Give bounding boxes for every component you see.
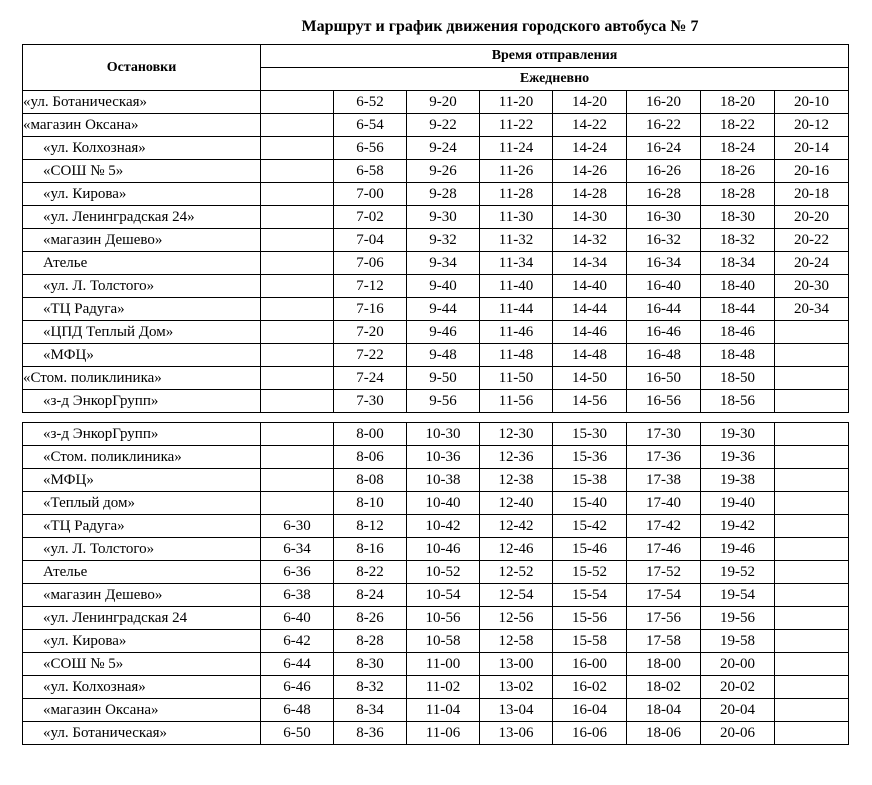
departure-time: 20-06 bbox=[701, 722, 775, 745]
departure-time: 16-56 bbox=[627, 390, 701, 413]
stop-name: Ателье bbox=[23, 561, 261, 584]
departure-time bbox=[261, 91, 334, 114]
departure-time: 14-28 bbox=[553, 183, 627, 206]
departure-time: 18-44 bbox=[701, 298, 775, 321]
table-row bbox=[23, 160, 849, 183]
table-row bbox=[23, 229, 849, 252]
schedule-table bbox=[22, 44, 849, 745]
inbound-section bbox=[23, 423, 849, 745]
stop-name: «ул. Ботаническая» bbox=[23, 91, 261, 114]
departure-time: 17-42 bbox=[627, 515, 701, 538]
departure-time: 7-06 bbox=[334, 252, 407, 275]
departure-time: 20-14 bbox=[775, 137, 849, 160]
departure-time: 16-34 bbox=[627, 252, 701, 275]
departure-time: 6-40 bbox=[261, 607, 334, 630]
departure-time: 20-04 bbox=[701, 699, 775, 722]
departure-time bbox=[261, 229, 334, 252]
departure-time: 18-34 bbox=[701, 252, 775, 275]
departure-time: 14-40 bbox=[553, 275, 627, 298]
departure-time: 16-24 bbox=[627, 137, 701, 160]
departure-time: 16-04 bbox=[553, 699, 627, 722]
departure-time: 14-50 bbox=[553, 367, 627, 390]
page-title: Маршрут и график движения городского автобуса № 7 bbox=[301, 18, 699, 35]
departure-time: 14-56 bbox=[553, 390, 627, 413]
departure-time: 7-04 bbox=[334, 229, 407, 252]
departure-time: 14-24 bbox=[553, 137, 627, 160]
departure-time bbox=[775, 515, 849, 538]
departure-time bbox=[775, 630, 849, 653]
departure-time: 6-50 bbox=[261, 722, 334, 745]
departure-time: 7-30 bbox=[334, 390, 407, 413]
departure-time: 12-40 bbox=[480, 492, 553, 515]
departure-time: 16-30 bbox=[627, 206, 701, 229]
departure-time: 20-02 bbox=[701, 676, 775, 699]
departure-time: 20-00 bbox=[701, 653, 775, 676]
stop-name: «ул. Колхозная» bbox=[23, 676, 261, 699]
stop-name: «Стом. поликлиника» bbox=[23, 367, 261, 390]
table-row bbox=[23, 321, 849, 344]
departure-time bbox=[775, 653, 849, 676]
departure-time: 18-20 bbox=[701, 91, 775, 114]
stop-name: «з-д ЭнкорГрупп» bbox=[23, 390, 261, 413]
departure-time: 14-48 bbox=[553, 344, 627, 367]
departure-time: 17-54 bbox=[627, 584, 701, 607]
departure-time: 9-30 bbox=[407, 206, 480, 229]
departure-time: 18-06 bbox=[627, 722, 701, 745]
stop-name: «магазин Оксана» bbox=[23, 114, 261, 137]
stop-name: «магазин Оксана» bbox=[23, 699, 261, 722]
departure-time: 12-42 bbox=[480, 515, 553, 538]
stop-name: «СОШ № 5» bbox=[23, 653, 261, 676]
departure-time: 8-10 bbox=[334, 492, 407, 515]
departure-time: 11-04 bbox=[407, 699, 480, 722]
departure-time: 6-52 bbox=[334, 91, 407, 114]
departure-time: 7-12 bbox=[334, 275, 407, 298]
departure-time: 9-22 bbox=[407, 114, 480, 137]
table-row bbox=[23, 469, 849, 492]
departure-time: 17-46 bbox=[627, 538, 701, 561]
departure-time: 8-16 bbox=[334, 538, 407, 561]
departure-time: 18-50 bbox=[701, 367, 775, 390]
departure-time: 19-46 bbox=[701, 538, 775, 561]
departure-time: 17-52 bbox=[627, 561, 701, 584]
departure-time: 11-22 bbox=[480, 114, 553, 137]
stop-name: «ЦПД Теплый Дом» bbox=[23, 321, 261, 344]
departure-time: 14-34 bbox=[553, 252, 627, 275]
departure-time-header: Время отправления bbox=[261, 45, 849, 68]
stop-name: «ТЦ Радуга» bbox=[23, 515, 261, 538]
departure-time: 10-52 bbox=[407, 561, 480, 584]
departure-time: 19-58 bbox=[701, 630, 775, 653]
departure-time: 18-26 bbox=[701, 160, 775, 183]
departure-time: 12-30 bbox=[480, 423, 553, 446]
section-divider bbox=[23, 413, 849, 423]
departure-time: 12-58 bbox=[480, 630, 553, 653]
departure-time: 18-02 bbox=[627, 676, 701, 699]
departure-time bbox=[775, 390, 849, 413]
departure-time: 7-00 bbox=[334, 183, 407, 206]
departure-time bbox=[261, 252, 334, 275]
departure-time bbox=[775, 469, 849, 492]
table-row bbox=[23, 423, 849, 446]
departure-time: 9-24 bbox=[407, 137, 480, 160]
departure-time: 8-00 bbox=[334, 423, 407, 446]
departure-time: 20-30 bbox=[775, 275, 849, 298]
table-row bbox=[23, 298, 849, 321]
departure-time: 16-44 bbox=[627, 298, 701, 321]
departure-time: 8-34 bbox=[334, 699, 407, 722]
departure-time: 17-36 bbox=[627, 446, 701, 469]
departure-time: 9-20 bbox=[407, 91, 480, 114]
departure-time bbox=[775, 492, 849, 515]
departure-time: 10-40 bbox=[407, 492, 480, 515]
departure-time: 8-30 bbox=[334, 653, 407, 676]
departure-time: 12-54 bbox=[480, 584, 553, 607]
departure-time: 15-42 bbox=[553, 515, 627, 538]
departure-time bbox=[261, 469, 334, 492]
departure-time: 11-50 bbox=[480, 367, 553, 390]
departure-time bbox=[261, 137, 334, 160]
departure-time bbox=[261, 298, 334, 321]
departure-time: 15-56 bbox=[553, 607, 627, 630]
departure-time: 10-30 bbox=[407, 423, 480, 446]
stop-name: «ул. Л. Толстого» bbox=[23, 275, 261, 298]
departure-time: 8-24 bbox=[334, 584, 407, 607]
departure-time: 9-32 bbox=[407, 229, 480, 252]
departure-time: 10-54 bbox=[407, 584, 480, 607]
departure-time bbox=[775, 561, 849, 584]
departure-time: 6-34 bbox=[261, 538, 334, 561]
table-row bbox=[23, 653, 849, 676]
departure-time: 11-06 bbox=[407, 722, 480, 745]
table-row bbox=[23, 676, 849, 699]
departure-time: 11-02 bbox=[407, 676, 480, 699]
departure-time: 14-44 bbox=[553, 298, 627, 321]
departure-time bbox=[261, 183, 334, 206]
departure-time bbox=[261, 423, 334, 446]
departure-time: 6-46 bbox=[261, 676, 334, 699]
departure-time: 13-00 bbox=[480, 653, 553, 676]
departure-time: 16-20 bbox=[627, 91, 701, 114]
departure-time: 12-38 bbox=[480, 469, 553, 492]
departure-time: 18-04 bbox=[627, 699, 701, 722]
departure-time: 11-56 bbox=[480, 390, 553, 413]
departure-time bbox=[261, 367, 334, 390]
departure-time: 9-40 bbox=[407, 275, 480, 298]
departure-time: 6-58 bbox=[334, 160, 407, 183]
table-row bbox=[23, 252, 849, 275]
stop-name: «з-д ЭнкорГрупп» bbox=[23, 423, 261, 446]
divider-row bbox=[23, 413, 849, 423]
table-row bbox=[23, 699, 849, 722]
departure-time: 10-42 bbox=[407, 515, 480, 538]
table-row bbox=[23, 275, 849, 298]
table-row bbox=[23, 515, 849, 538]
departure-time: 13-04 bbox=[480, 699, 553, 722]
departure-time: 16-26 bbox=[627, 160, 701, 183]
departure-time: 18-48 bbox=[701, 344, 775, 367]
departure-time: 19-56 bbox=[701, 607, 775, 630]
departure-time: 9-28 bbox=[407, 183, 480, 206]
departure-time: 9-46 bbox=[407, 321, 480, 344]
departure-time: 16-06 bbox=[553, 722, 627, 745]
table-row bbox=[23, 114, 849, 137]
stop-name: «магазин Дешево» bbox=[23, 229, 261, 252]
table-row bbox=[23, 91, 849, 114]
departure-time: 10-38 bbox=[407, 469, 480, 492]
departure-time: 8-06 bbox=[334, 446, 407, 469]
departure-time: 19-54 bbox=[701, 584, 775, 607]
departure-time bbox=[261, 160, 334, 183]
departure-time bbox=[775, 446, 849, 469]
departure-time bbox=[261, 446, 334, 469]
departure-time: 7-24 bbox=[334, 367, 407, 390]
departure-time: 16-32 bbox=[627, 229, 701, 252]
departure-time bbox=[775, 699, 849, 722]
departure-time: 11-32 bbox=[480, 229, 553, 252]
departure-time: 13-02 bbox=[480, 676, 553, 699]
departure-time: 11-28 bbox=[480, 183, 553, 206]
stop-name: «ул. Кирова» bbox=[23, 183, 261, 206]
departure-time: 19-42 bbox=[701, 515, 775, 538]
departure-time: 8-26 bbox=[334, 607, 407, 630]
departure-time: 11-44 bbox=[480, 298, 553, 321]
table-row bbox=[23, 183, 849, 206]
stop-name: «Стом. поликлиника» bbox=[23, 446, 261, 469]
departure-time: 12-46 bbox=[480, 538, 553, 561]
departure-time bbox=[261, 492, 334, 515]
departure-time: 8-22 bbox=[334, 561, 407, 584]
departure-time: 18-46 bbox=[701, 321, 775, 344]
departure-time: 18-00 bbox=[627, 653, 701, 676]
departure-time bbox=[261, 275, 334, 298]
departure-time: 8-12 bbox=[334, 515, 407, 538]
departure-time: 12-36 bbox=[480, 446, 553, 469]
stop-name: «СОШ № 5» bbox=[23, 160, 261, 183]
departure-time: 10-58 bbox=[407, 630, 480, 653]
departure-time: 15-52 bbox=[553, 561, 627, 584]
departure-time: 16-02 bbox=[553, 676, 627, 699]
departure-time: 18-24 bbox=[701, 137, 775, 160]
departure-time: 6-44 bbox=[261, 653, 334, 676]
departure-time: 14-20 bbox=[553, 91, 627, 114]
departure-time: 15-40 bbox=[553, 492, 627, 515]
departure-time: 8-32 bbox=[334, 676, 407, 699]
departure-time: 6-30 bbox=[261, 515, 334, 538]
departure-time bbox=[261, 206, 334, 229]
table-row bbox=[23, 630, 849, 653]
departure-time: 20-10 bbox=[775, 91, 849, 114]
departure-time: 20-20 bbox=[775, 206, 849, 229]
departure-time: 6-42 bbox=[261, 630, 334, 653]
departure-time: 7-02 bbox=[334, 206, 407, 229]
departure-time: 18-32 bbox=[701, 229, 775, 252]
departure-time: 11-20 bbox=[480, 91, 553, 114]
departure-time: 14-26 bbox=[553, 160, 627, 183]
departure-time: 16-46 bbox=[627, 321, 701, 344]
stop-name: «ул. Ленинградская 24 bbox=[23, 607, 261, 630]
stop-name: «ул. Ботаническая» bbox=[23, 722, 261, 745]
departure-time bbox=[261, 114, 334, 137]
departure-time: 15-46 bbox=[553, 538, 627, 561]
departure-time: 15-58 bbox=[553, 630, 627, 653]
table-row bbox=[23, 538, 849, 561]
table-row bbox=[23, 607, 849, 630]
departure-time: 17-56 bbox=[627, 607, 701, 630]
departure-time: 17-58 bbox=[627, 630, 701, 653]
departure-time: 18-28 bbox=[701, 183, 775, 206]
outbound-section bbox=[23, 91, 849, 413]
departure-time: 14-22 bbox=[553, 114, 627, 137]
departure-time bbox=[775, 538, 849, 561]
departure-time bbox=[261, 321, 334, 344]
departure-time: 16-40 bbox=[627, 275, 701, 298]
departure-time: 20-18 bbox=[775, 183, 849, 206]
departure-time bbox=[775, 607, 849, 630]
departure-time: 11-30 bbox=[480, 206, 553, 229]
departure-time: 7-16 bbox=[334, 298, 407, 321]
departure-time: 10-56 bbox=[407, 607, 480, 630]
departure-time: 20-22 bbox=[775, 229, 849, 252]
stop-name: «ул. Колхозная» bbox=[23, 137, 261, 160]
departure-time: 11-48 bbox=[480, 344, 553, 367]
departure-time: 17-40 bbox=[627, 492, 701, 515]
departure-time: 18-22 bbox=[701, 114, 775, 137]
departure-time: 8-36 bbox=[334, 722, 407, 745]
departure-time: 6-48 bbox=[261, 699, 334, 722]
stop-name: «ТЦ Радуга» bbox=[23, 298, 261, 321]
departure-time: 16-48 bbox=[627, 344, 701, 367]
stop-name: «ул. Л. Толстого» bbox=[23, 538, 261, 561]
departure-time: 15-54 bbox=[553, 584, 627, 607]
departure-time bbox=[775, 321, 849, 344]
departure-time: 6-54 bbox=[334, 114, 407, 137]
departure-time: 6-38 bbox=[261, 584, 334, 607]
departure-time: 20-16 bbox=[775, 160, 849, 183]
departure-time bbox=[775, 367, 849, 390]
departure-time: 14-30 bbox=[553, 206, 627, 229]
departure-time: 12-56 bbox=[480, 607, 553, 630]
departure-time: 20-34 bbox=[775, 298, 849, 321]
departure-time: 15-38 bbox=[553, 469, 627, 492]
departure-time: 7-20 bbox=[334, 321, 407, 344]
departure-time: 6-56 bbox=[334, 137, 407, 160]
departure-time bbox=[261, 390, 334, 413]
table-row bbox=[23, 390, 849, 413]
table-row bbox=[23, 722, 849, 745]
departure-time: 18-56 bbox=[701, 390, 775, 413]
daily-header: Ежедневно bbox=[261, 68, 849, 91]
departure-time: 8-08 bbox=[334, 469, 407, 492]
departure-time: 8-28 bbox=[334, 630, 407, 653]
departure-time: 12-52 bbox=[480, 561, 553, 584]
stops-header: Остановки bbox=[23, 45, 261, 91]
departure-time: 14-32 bbox=[553, 229, 627, 252]
departure-time bbox=[775, 344, 849, 367]
departure-time: 15-36 bbox=[553, 446, 627, 469]
table-row bbox=[23, 206, 849, 229]
departure-time: 11-46 bbox=[480, 321, 553, 344]
departure-time: 6-36 bbox=[261, 561, 334, 584]
departure-time bbox=[775, 722, 849, 745]
departure-time bbox=[775, 676, 849, 699]
departure-time: 11-24 bbox=[480, 137, 553, 160]
departure-time: 11-26 bbox=[480, 160, 553, 183]
departure-time: 14-46 bbox=[553, 321, 627, 344]
departure-time bbox=[261, 344, 334, 367]
departure-time: 9-44 bbox=[407, 298, 480, 321]
departure-time: 7-22 bbox=[334, 344, 407, 367]
table-row bbox=[23, 584, 849, 607]
departure-time: 16-50 bbox=[627, 367, 701, 390]
departure-time: 19-38 bbox=[701, 469, 775, 492]
departure-time: 9-56 bbox=[407, 390, 480, 413]
departure-time: 20-24 bbox=[775, 252, 849, 275]
departure-time: 11-00 bbox=[407, 653, 480, 676]
table-row bbox=[23, 137, 849, 160]
departure-time: 19-40 bbox=[701, 492, 775, 515]
departure-time: 13-06 bbox=[480, 722, 553, 745]
stop-name: Ателье bbox=[23, 252, 261, 275]
departure-time: 16-00 bbox=[553, 653, 627, 676]
departure-time: 20-12 bbox=[775, 114, 849, 137]
departure-time: 10-36 bbox=[407, 446, 480, 469]
departure-time: 18-30 bbox=[701, 206, 775, 229]
table-row bbox=[23, 446, 849, 469]
departure-time: 17-30 bbox=[627, 423, 701, 446]
departure-time: 18-40 bbox=[701, 275, 775, 298]
table-row bbox=[23, 367, 849, 390]
stop-name: «магазин Дешево» bbox=[23, 584, 261, 607]
stop-name: «МФЦ» bbox=[23, 344, 261, 367]
departure-time: 9-26 bbox=[407, 160, 480, 183]
departure-time: 9-34 bbox=[407, 252, 480, 275]
table-row bbox=[23, 344, 849, 367]
departure-time: 10-46 bbox=[407, 538, 480, 561]
departure-time: 16-28 bbox=[627, 183, 701, 206]
departure-time: 15-30 bbox=[553, 423, 627, 446]
stop-name: «МФЦ» bbox=[23, 469, 261, 492]
departure-time: 19-30 bbox=[701, 423, 775, 446]
stop-name: «Теплый дом» bbox=[23, 492, 261, 515]
departure-time bbox=[775, 423, 849, 446]
departure-time: 11-34 bbox=[480, 252, 553, 275]
departure-time: 11-40 bbox=[480, 275, 553, 298]
departure-time: 19-52 bbox=[701, 561, 775, 584]
departure-time: 17-38 bbox=[627, 469, 701, 492]
table-row bbox=[23, 561, 849, 584]
departure-time: 19-36 bbox=[701, 446, 775, 469]
table-row bbox=[23, 492, 849, 515]
departure-time bbox=[775, 584, 849, 607]
departure-time: 16-22 bbox=[627, 114, 701, 137]
departure-time: 9-50 bbox=[407, 367, 480, 390]
stop-name: «ул. Кирова» bbox=[23, 630, 261, 653]
stop-name: «ул. Ленинградская 24» bbox=[23, 206, 261, 229]
departure-time: 9-48 bbox=[407, 344, 480, 367]
